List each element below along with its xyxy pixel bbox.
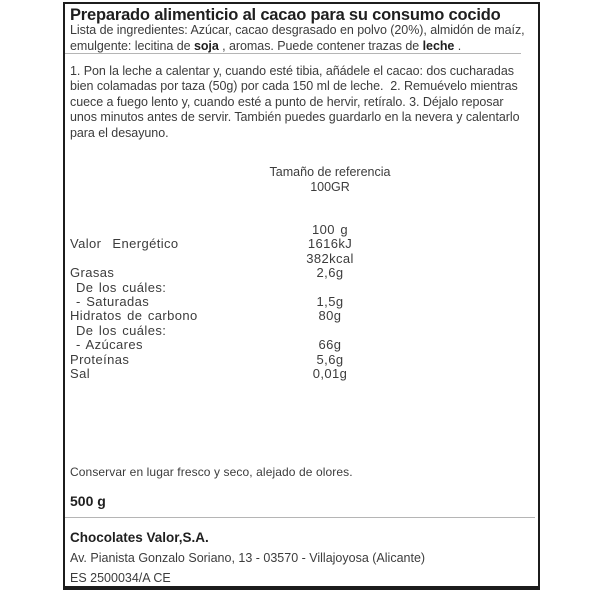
nutrient-label bbox=[65, 252, 255, 266]
storage-instructions: Conservar en lugar fresco y seco, alejado de olores. bbox=[70, 465, 353, 479]
ingredients-text: , aromas. Puede contener trazas de bbox=[218, 38, 423, 53]
reference-size-value: 100GR bbox=[310, 180, 350, 194]
section-divider-bottom bbox=[65, 517, 535, 518]
nutrition-row bbox=[65, 252, 538, 266]
ingredients-list bbox=[70, 23, 530, 54]
nutrient-label: Sal bbox=[70, 365, 90, 381]
reference-size-title: Tamaño de referencia bbox=[269, 165, 391, 179]
ingredients-text: . bbox=[454, 38, 462, 53]
nutrient-value: 66g bbox=[318, 337, 342, 353]
nutrient-value: 1616kJ bbox=[307, 236, 353, 252]
nutrient-label: Proteínas bbox=[70, 351, 130, 367]
preparation-instructions: 1. Pon la leche a calentar y, cuando esté tibia, añádele el cacao: dos cucharadas bien colamadas por taza (50g) por cada 150 ml de leche. 2. Remuévelo mientras cuece a fuego lento y, cuando esté a punto de hervir, retíralo. 3. Déjalo reposar unos minutos antes de servir. También puedes guardarlo en la nevera y calentarlo para el desayuno. bbox=[70, 64, 523, 140]
nutrient-label: Valor Energético bbox=[70, 236, 179, 252]
nutrition-row bbox=[65, 266, 538, 280]
nutrient-label: Grasas bbox=[70, 265, 115, 281]
ingredients-text: Lista de ingredientes: Azúcar, cacao desgrasado en polvo (20%), almidón de maíz, emulgente: lecitina de bbox=[70, 23, 529, 53]
nutrient-label bbox=[65, 223, 255, 237]
manufacturer-block bbox=[70, 528, 530, 588]
nutrition-row bbox=[65, 237, 538, 251]
product-title: Preparado alimenticio al cacao para su consumo cocido bbox=[70, 6, 501, 24]
nutrient-label: - Saturadas bbox=[76, 293, 150, 309]
nutrition-row bbox=[65, 324, 538, 338]
nutrient-value: 2,6g bbox=[316, 265, 344, 281]
nutrition-row bbox=[65, 281, 538, 295]
nutrient-label: - Azúcares bbox=[76, 337, 143, 353]
nutrition-row bbox=[65, 353, 538, 367]
nutrition-row bbox=[65, 367, 538, 381]
manufacturer-name: Chocolates Valor,S.A. bbox=[70, 530, 209, 545]
nutrition-row bbox=[65, 309, 538, 323]
nutrient-value: 80g bbox=[318, 308, 342, 324]
allergen-highlight: soja bbox=[193, 38, 219, 53]
manufacturer-registration: ES 2500034/A CE bbox=[70, 571, 171, 585]
nutrient-value: 1,5g bbox=[316, 293, 344, 309]
nutrient-value bbox=[255, 324, 405, 338]
nutrition-column-header-row bbox=[65, 223, 538, 237]
nutrient-value bbox=[255, 281, 405, 295]
nutrient-value: 382kcal bbox=[306, 250, 354, 266]
nutrient-value: 0,01g bbox=[312, 365, 348, 381]
nutrition-reference-header bbox=[255, 165, 405, 195]
product-label bbox=[63, 2, 540, 590]
nutrient-label: De los cuáles: bbox=[76, 279, 167, 295]
nutrient-value: 5,6g bbox=[316, 351, 344, 367]
allergen-highlight: leche bbox=[422, 38, 455, 53]
nutrition-row bbox=[65, 295, 538, 309]
section-divider-top bbox=[65, 53, 521, 54]
nutrient-label: De los cuáles: bbox=[76, 322, 167, 338]
nutrient-label: Hidratos de carbono bbox=[70, 308, 198, 324]
manufacturer-address: Av. Pianista Gonzalo Soriano, 13 - 03570 - Villajoyosa (Alicante) bbox=[70, 551, 426, 565]
nutrition-table bbox=[65, 223, 538, 381]
net-weight: 500 g bbox=[70, 493, 106, 509]
nutrition-row bbox=[65, 338, 538, 352]
nutrition-column-header: 100 g bbox=[311, 222, 349, 237]
